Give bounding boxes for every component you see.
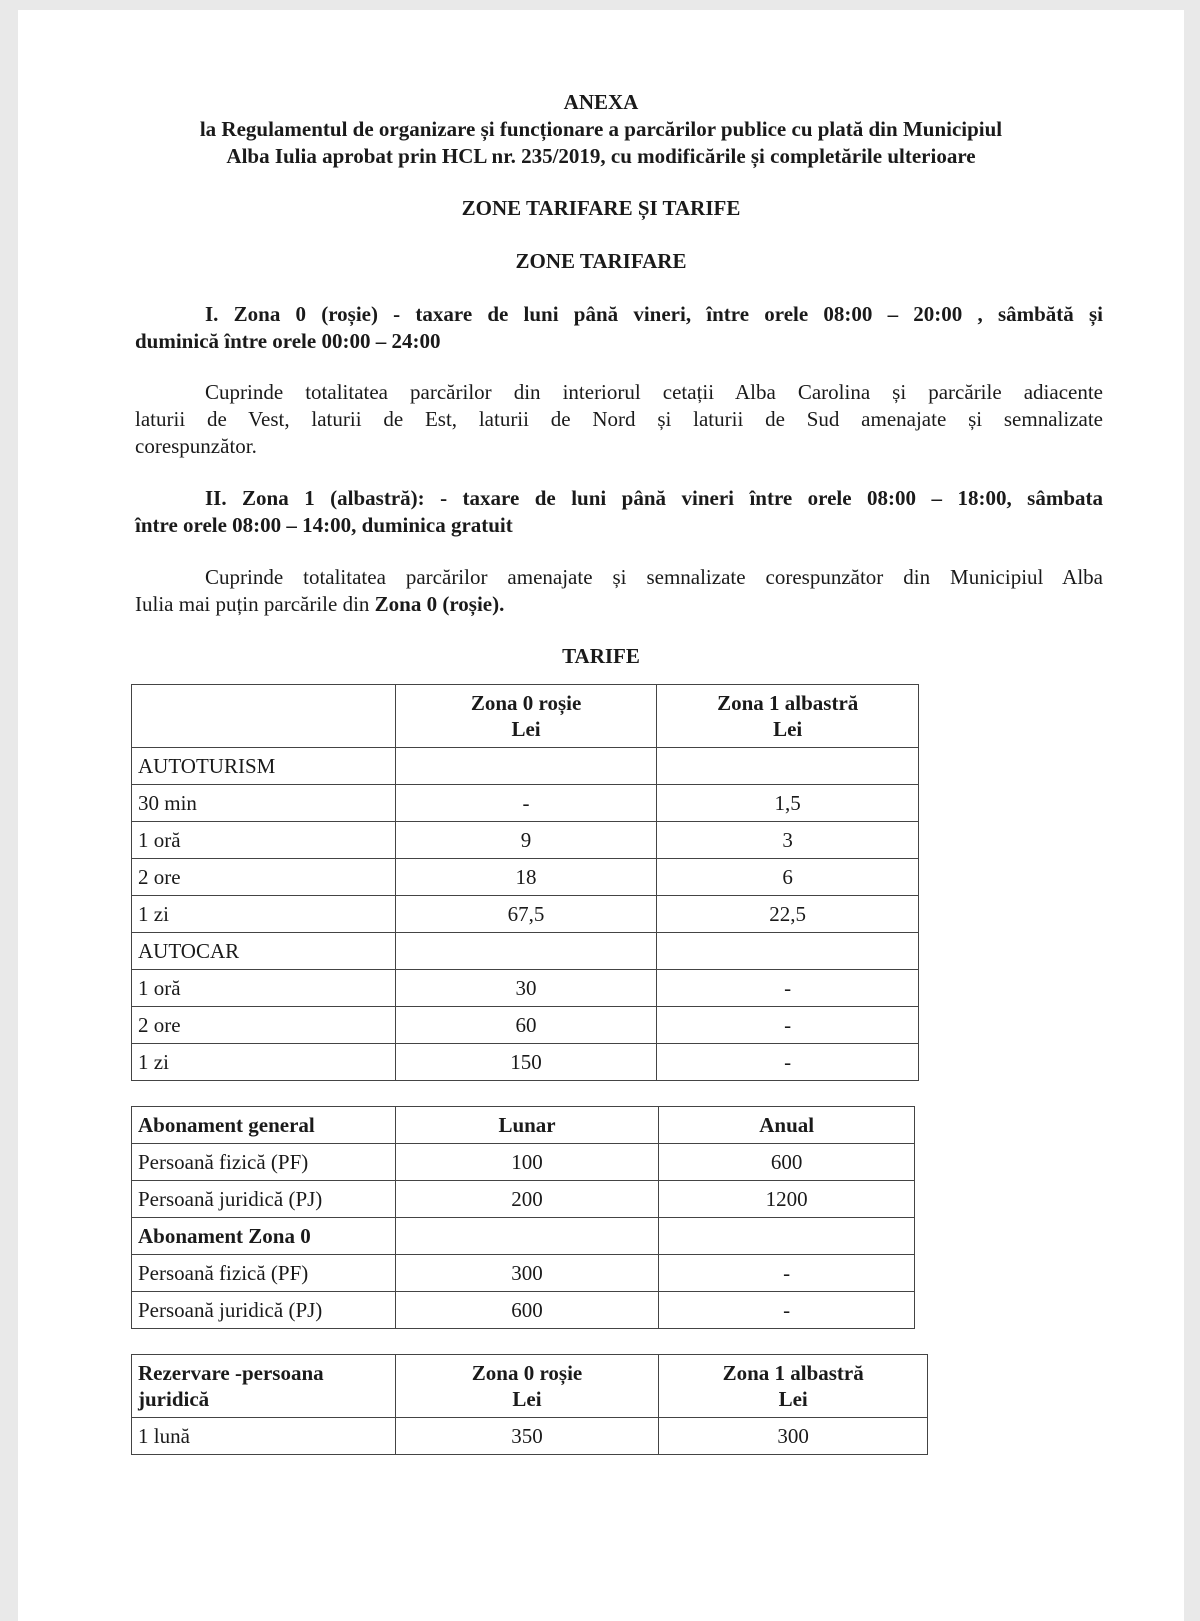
zone1-value: - — [657, 1007, 919, 1044]
yearly-value: 1200 — [659, 1181, 915, 1218]
zone0-value: 18 — [395, 859, 657, 896]
zone1-desc-line1: Cuprinde totalitatea parcărilor amenajate și semnalizate corespunzător din Municipiul Alba — [205, 565, 1103, 589]
table-row — [132, 1044, 919, 1081]
table-row — [132, 785, 919, 822]
reservation-header-zone0-unit: Lei — [512, 1387, 542, 1411]
monthly-value: 600 — [395, 1292, 659, 1329]
reservation-header-zone0 — [395, 1355, 659, 1418]
table-row — [132, 1292, 915, 1329]
zone1-value: - — [657, 1044, 919, 1081]
zone0-description — [135, 379, 1103, 460]
reservation-header-zone1-unit: Lei — [778, 1387, 808, 1411]
anexa-subtitle-line2: Alba Iulia aprobat prin HCL nr. 235/2019, cu modificările și completările ulterioare — [226, 144, 976, 168]
zones-title: ZONE TARIFARE — [515, 249, 687, 273]
document-page — [18, 10, 1184, 1621]
zone0-value: 350 — [395, 1418, 659, 1455]
zone1-value — [657, 933, 919, 970]
table-row — [132, 1418, 928, 1455]
subscriptions-header-monthly: Lunar — [395, 1107, 659, 1144]
subscriptions-header-type: Abonament general — [132, 1107, 396, 1144]
yearly-value: - — [659, 1255, 915, 1292]
row-label: Abonament Zona 0 — [132, 1218, 396, 1255]
tariffs-header-zone1 — [657, 685, 919, 748]
subscriptions-header-yearly: Anual — [659, 1107, 915, 1144]
zone0-value — [395, 933, 657, 970]
table-row — [132, 933, 919, 970]
row-label: 1 zi — [132, 896, 396, 933]
subscriptions-table-header — [132, 1107, 915, 1144]
tariffs-header-zone1-label: Zona 1 albastră — [717, 691, 859, 715]
yearly-value: - — [659, 1292, 915, 1329]
zone0-value: 150 — [395, 1044, 657, 1081]
row-label: 2 ore — [132, 1007, 396, 1044]
zone0-desc-line2: laturii de Vest, laturii de Est, laturii de Nord și laturii de Sud amenajate și semnalizate — [135, 407, 1103, 431]
tariffs-header-zone0-unit: Lei — [511, 717, 541, 741]
zone1-value: - — [657, 970, 919, 1007]
table-row — [132, 970, 919, 1007]
zone0-value: 30 — [395, 970, 657, 1007]
table-row — [132, 1255, 915, 1292]
table-row — [132, 1007, 919, 1044]
row-label: 1 oră — [132, 970, 396, 1007]
zone1-desc-line2-text: Iulia mai puțin parcările din — [135, 592, 375, 616]
tariffs-header-zone1-unit: Lei — [773, 717, 803, 741]
zone1-desc-line2-bold: Zona 0 (roșie). — [374, 592, 505, 616]
zone1-desc-line2 — [135, 591, 1103, 618]
zone1-value: 1,5 — [657, 785, 919, 822]
monthly-value — [395, 1218, 659, 1255]
zone1-value: 3 — [657, 822, 919, 859]
zone1-heading-line1: II. Zona 1 (albastră): - taxare de luni până vineri între orele 08:00 – 18:00, sâmbata — [205, 486, 1103, 510]
reservation-header-type-line1: Rezervare -persoana — [138, 1361, 324, 1385]
monthly-value: 100 — [395, 1144, 659, 1181]
zone1-heading — [135, 485, 1103, 539]
tariffs-header-zone0-label: Zona 0 roșie — [470, 691, 582, 715]
zone0-value: 9 — [395, 822, 657, 859]
tariffs-header-zone0 — [395, 685, 657, 748]
zone0-heading — [135, 301, 1103, 355]
row-label: 1 zi — [132, 1044, 396, 1081]
yearly-value: 600 — [659, 1144, 915, 1181]
zone0-heading-line2: duminică între orele 00:00 – 24:00 — [135, 329, 441, 353]
table-row — [132, 859, 919, 896]
zone0-heading-line1: I. Zona 0 (roșie) - taxare de luni până vineri, între orele 08:00 – 20:00 , sâmbătă și — [205, 302, 1103, 326]
reservation-table — [131, 1354, 928, 1455]
monthly-value: 300 — [395, 1255, 659, 1292]
table-row — [132, 1218, 915, 1255]
zone1-value: 22,5 — [657, 896, 919, 933]
reservation-table-header — [132, 1355, 928, 1418]
reservation-header-type — [132, 1355, 396, 1418]
reservation-header-zone1-label: Zona 1 albastră — [722, 1361, 864, 1385]
subscriptions-table — [131, 1106, 915, 1329]
row-label: Persoană fizică (PF) — [132, 1255, 396, 1292]
table-row — [132, 1144, 915, 1181]
table-row — [132, 748, 919, 785]
table-row — [132, 896, 919, 933]
row-label: 2 ore — [132, 859, 396, 896]
row-label: 1 lună — [132, 1418, 396, 1455]
table-row — [132, 1181, 915, 1218]
zone0-desc-line3: corespunzător. — [135, 434, 257, 458]
zone1-value: 300 — [659, 1418, 928, 1455]
main-title: ZONE TARIFARE ȘI TARIFE — [461, 196, 741, 220]
zone0-value: - — [395, 785, 657, 822]
tarife-title: TARIFE — [562, 644, 640, 668]
tariffs-table-header — [132, 685, 919, 748]
anexa-subtitle-line1: la Regulamentul de organizare și funcționare a parcărilor publice cu plată din Municipiul — [199, 117, 1003, 141]
anexa-title: ANEXA — [563, 90, 639, 114]
row-label: 1 oră — [132, 822, 396, 859]
row-label: Persoană juridică (PJ) — [132, 1181, 396, 1218]
yearly-value — [659, 1218, 915, 1255]
reservation-header-zone0-label: Zona 0 roșie — [471, 1361, 583, 1385]
zone1-value — [657, 748, 919, 785]
zone0-value: 60 — [395, 1007, 657, 1044]
zone1-description — [135, 564, 1103, 618]
zone1-value: 6 — [657, 859, 919, 896]
row-label: AUTOCAR — [132, 933, 396, 970]
zone0-value: 67,5 — [395, 896, 657, 933]
row-label: 30 min — [132, 785, 396, 822]
zone1-heading-line2: între orele 08:00 – 14:00, duminica gratuit — [135, 513, 513, 537]
reservation-header-zone1 — [659, 1355, 928, 1418]
row-label: Persoană fizică (PF) — [132, 1144, 396, 1181]
tariffs-header-empty — [132, 685, 396, 748]
row-label: Persoană juridică (PJ) — [132, 1292, 396, 1329]
reservation-header-type-line2: juridică — [138, 1387, 210, 1411]
tariffs-table — [131, 684, 919, 1081]
row-label: AUTOTURISM — [132, 748, 396, 785]
zone0-desc-line1: Cuprinde totalitatea parcărilor din interiorul cetații Alba Carolina și parcările adiacente — [205, 380, 1103, 404]
zone0-value — [395, 748, 657, 785]
table-row — [132, 822, 919, 859]
monthly-value: 200 — [395, 1181, 659, 1218]
